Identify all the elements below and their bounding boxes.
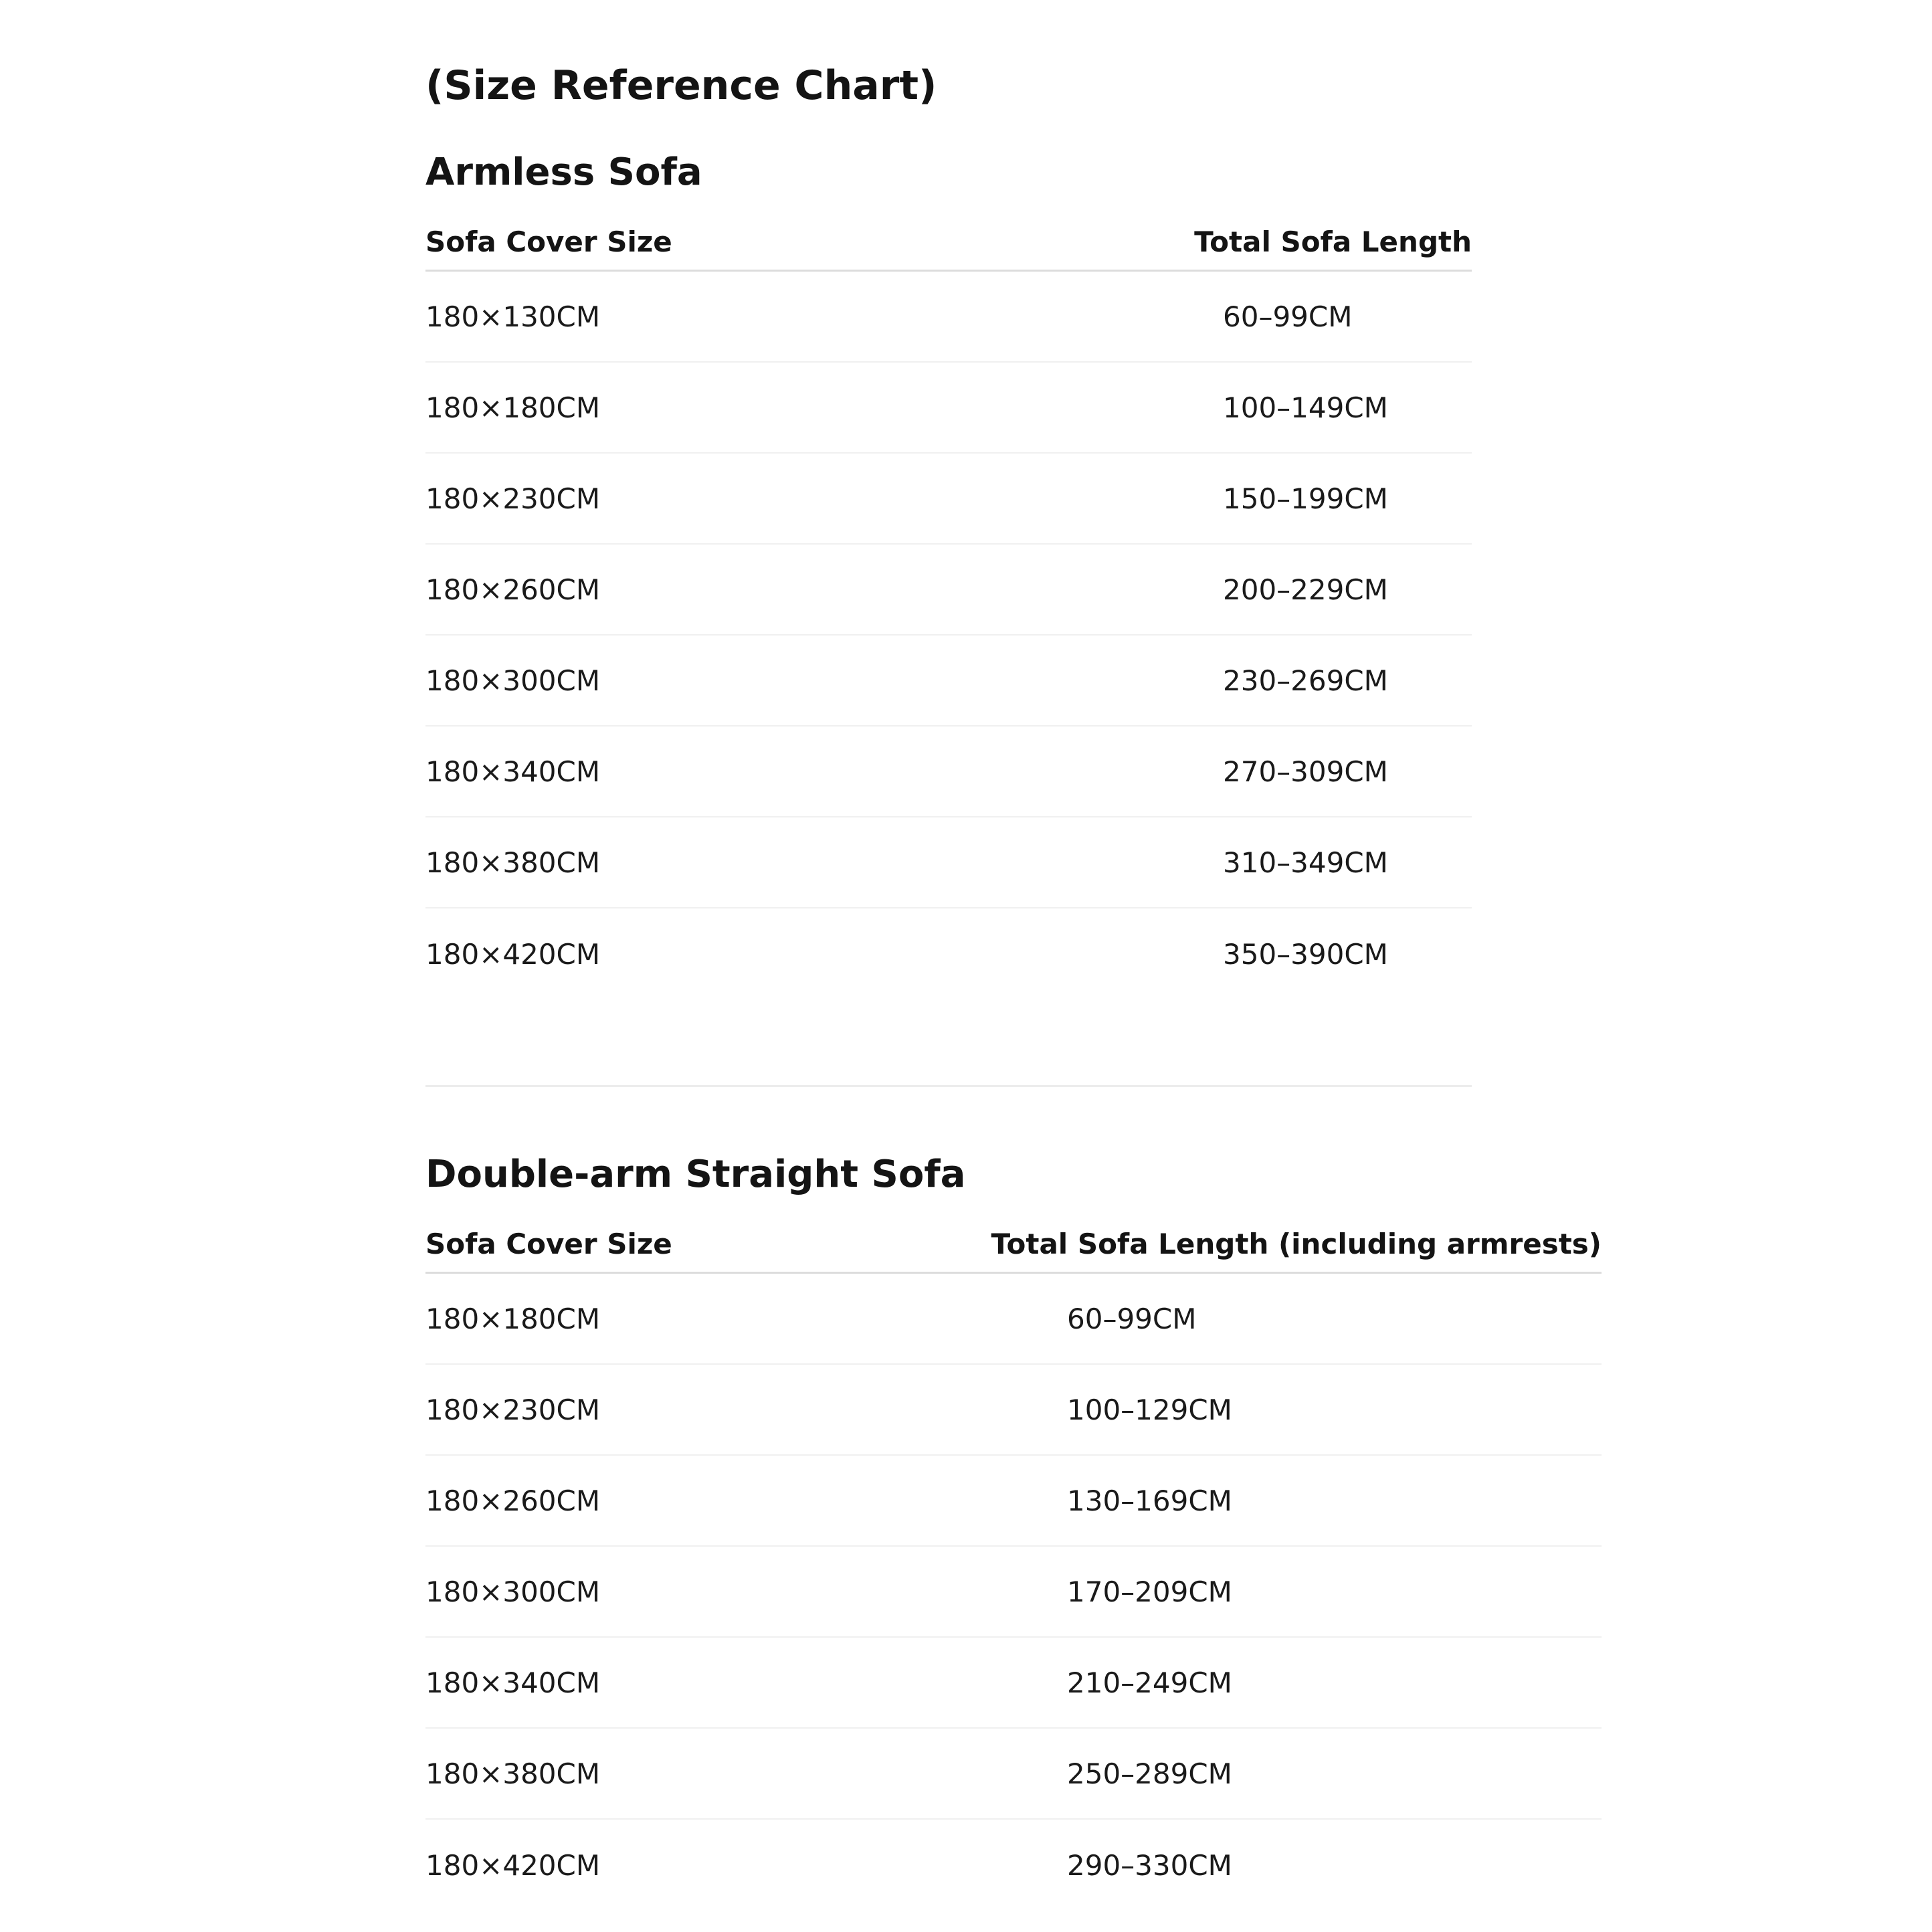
armless-sofa-table — [425, 214, 1472, 999]
page-title: (Size Reference Chart) — [425, 62, 937, 109]
cover-size-cell: 180×180CM — [425, 1302, 601, 1335]
sofa-length-cell: 350–390CM — [1223, 937, 1388, 971]
cover-size-cell: 180×260CM — [425, 1484, 601, 1517]
cover-size-cell: 180×230CM — [425, 482, 601, 515]
sofa-length-cell: 130–169CM — [1067, 1484, 1232, 1517]
sofa-length-cell: 270–309CM — [1223, 755, 1388, 788]
cover-size-cell: 180×300CM — [425, 1575, 601, 1608]
table-row — [425, 908, 1472, 999]
cover-size-cell: 180×340CM — [425, 1666, 601, 1699]
table-row — [425, 363, 1472, 454]
table-row — [425, 727, 1472, 817]
table-row — [425, 454, 1472, 545]
cover-size-cell: 180×180CM — [425, 391, 601, 424]
column-header-cover-size: Sofa Cover Size — [425, 1228, 672, 1260]
sofa-length-cell: 100–149CM — [1223, 391, 1388, 424]
sofa-length-cell: 250–289CM — [1067, 1757, 1232, 1790]
armless-sofa-title: Armless Sofa — [425, 151, 702, 194]
cover-size-cell: 180×420CM — [425, 937, 601, 971]
double-arm-sofa-title: Double-arm Straight Sofa — [425, 1153, 966, 1196]
table-row — [425, 1456, 1602, 1547]
cover-size-cell: 180×380CM — [425, 846, 601, 879]
table-row — [425, 1274, 1602, 1365]
table-header — [425, 1216, 1602, 1274]
column-header-cover-size: Sofa Cover Size — [425, 225, 672, 258]
cover-size-cell: 180×380CM — [425, 1757, 601, 1790]
column-header-sofa-length: Total Sofa Length — [1194, 225, 1472, 258]
table-row — [425, 1820, 1602, 1911]
cover-size-cell: 180×300CM — [425, 664, 601, 697]
sofa-length-cell: 290–330CM — [1067, 1848, 1232, 1882]
cover-size-cell: 180×420CM — [425, 1848, 601, 1882]
sofa-length-cell: 60–99CM — [1223, 300, 1353, 333]
table-row — [425, 1638, 1602, 1729]
sofa-length-cell: 310–349CM — [1223, 846, 1388, 879]
table-row — [425, 1547, 1602, 1638]
table-row — [425, 636, 1472, 727]
sofa-length-cell: 210–249CM — [1067, 1666, 1232, 1699]
sofa-length-cell: 200–229CM — [1223, 573, 1388, 606]
sofa-length-cell: 150–199CM — [1223, 482, 1388, 515]
table-row — [425, 545, 1472, 636]
table-row — [425, 1729, 1602, 1820]
sofa-length-cell: 170–209CM — [1067, 1575, 1232, 1608]
sofa-length-cell: 60–99CM — [1067, 1302, 1197, 1335]
sofa-length-cell: 230–269CM — [1223, 664, 1388, 697]
table-row — [425, 272, 1472, 363]
table-header — [425, 214, 1472, 272]
cover-size-cell: 180×260CM — [425, 573, 601, 606]
cover-size-cell: 180×130CM — [425, 300, 601, 333]
cover-size-cell: 180×230CM — [425, 1393, 601, 1426]
double-arm-sofa-table — [425, 1216, 1602, 1911]
table-row — [425, 1365, 1602, 1456]
section-divider — [425, 1085, 1472, 1087]
cover-size-cell: 180×340CM — [425, 755, 601, 788]
table-row — [425, 817, 1472, 908]
sofa-length-cell: 100–129CM — [1067, 1393, 1232, 1426]
column-header-sofa-length: Total Sofa Length (including armrests) — [991, 1228, 1602, 1260]
